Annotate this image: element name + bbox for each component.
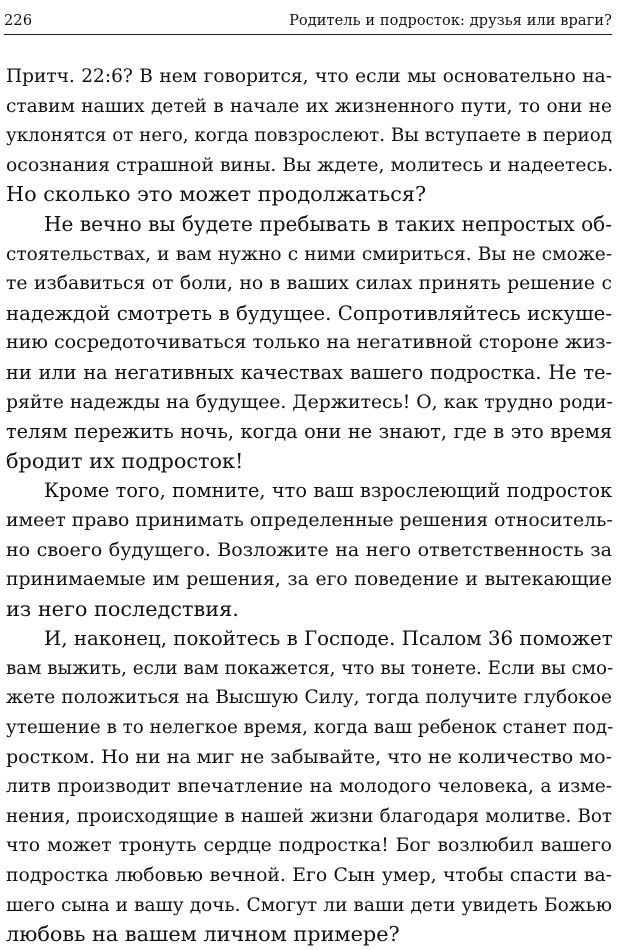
text-line: но своего будущего. Возложите на него ответственность за [6, 538, 612, 561]
text-line: уклонятся от него, когда повзрослеют. Вы вступаете в период [6, 125, 612, 147]
text-line: надеждой смотреть в будущее. Сопротивляйтесь искуше- [6, 301, 612, 325]
text-line: нения, происходящие в нашей жизни благодаря молитве. Вот [6, 805, 612, 827]
text-line: телям пережить ночь, когда они не знают, где в это время [6, 420, 612, 444]
text-line: И, наконец, покойтесь в Господе. Псалом 36 поможет [44, 627, 613, 651]
text-line: любовь на вашем личном примере? [6, 922, 400, 947]
text-line: вам выжить, если вам покажется, что вы тонете. Если вы смо- [6, 657, 614, 679]
text-line: бродит их подросток! [6, 448, 244, 473]
text-line: жете положиться на Высшую Силу, тогда получите глубокое [6, 687, 612, 709]
text-line: Но сколько это может продолжаться? [6, 182, 427, 207]
page-header [4, 0, 612, 35]
text-line: те избавиться от боли, но в ваших силах принять решение с [6, 273, 612, 295]
paragraph-3 [6, 476, 612, 624]
text-line: нию сосредоточиваться только на негативной стороне жиз- [6, 331, 612, 354]
paragraph-4 [6, 624, 612, 950]
text-line: стоятельствах, и вам нужно с ними смириться. Вы не сможе- [6, 243, 612, 265]
running-title: Родитель и подросток: друзья или враги? [289, 13, 612, 29]
text-line: ряйте надежды на будущее. Держитесь! О, как трудно роди- [6, 391, 613, 413]
paragraph-1 [6, 62, 612, 210]
text-line: утешение в то нелегкое время, когда ваш ребенок станет под- [6, 717, 614, 739]
text-line: литв производит впечатление на молодого человека, а изме- [6, 776, 612, 798]
text-line: принимаемые им решения, за его поведение и вытекающие [6, 569, 612, 591]
text-line: из него последствия. [6, 596, 239, 621]
text-line: что может тронуть сердце подростка! Бог возлюбил вашего [6, 835, 612, 857]
text-line: ни или на негативных качествах вашего подростка. Не те- [6, 360, 612, 384]
text-line: Кроме того, помните, что ваш взрослеющий подросток [44, 479, 612, 503]
text-line: Не вечно вы будете пребывать в таких непростых об- [44, 211, 612, 236]
text-line: Притч. 22:6? В нем говорится, что если мы основательно на- [6, 66, 612, 87]
body-text [6, 62, 612, 950]
text-line: осознания страшной вины. Вы ждете, молитесь и надеетесь. [6, 154, 614, 176]
text-line: шего сына и вашу дочь. Смогут ли ваши дети увидеть Божью [6, 894, 612, 916]
text-line: ростком. Но ни на миг не забывайте, что не количество мо- [6, 745, 612, 768]
paragraph-2 [6, 210, 612, 476]
text-line: имеет право принимать определенные решения относитель- [6, 509, 613, 531]
text-line: подростка любовью вечной. Его Сын умер, чтобы спасти ва- [6, 865, 612, 887]
page-number: 226 [4, 13, 33, 29]
text-line: ставим наших детей в начале их жизненного пути, то они не [6, 95, 612, 117]
